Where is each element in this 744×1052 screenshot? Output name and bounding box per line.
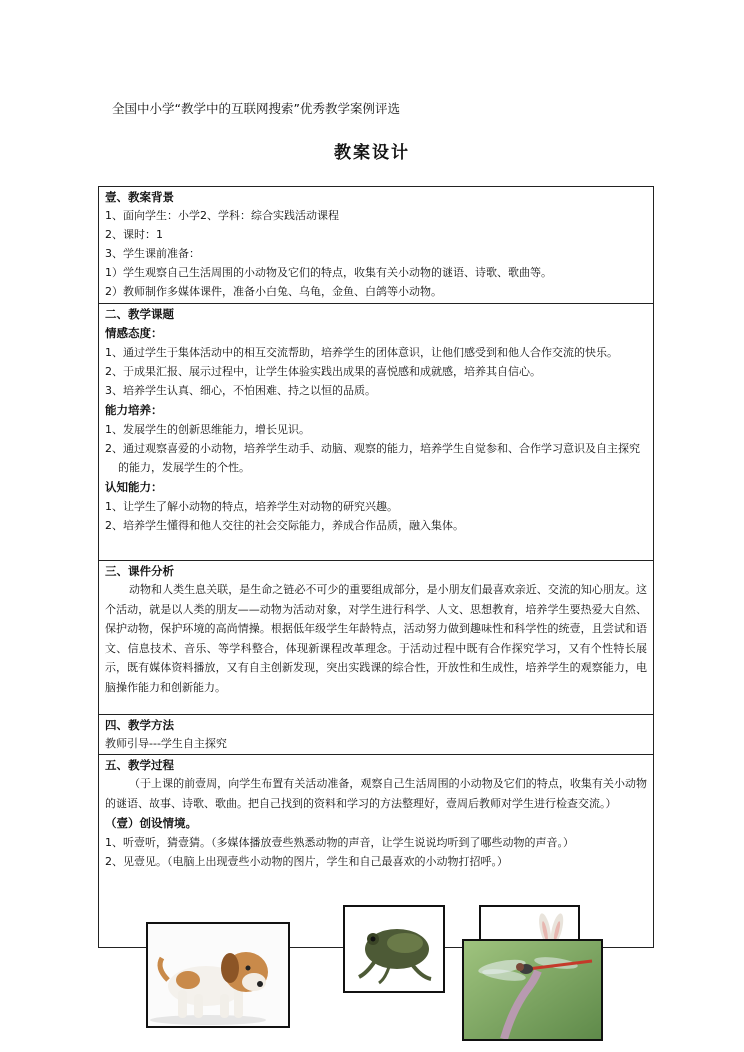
frog-photo xyxy=(343,905,445,993)
section-heading: 五、教学过程 xyxy=(105,758,174,772)
page-title: 教案设计 xyxy=(334,143,410,163)
subheading-step: （壹）创设情境。 xyxy=(105,816,197,830)
subheading-ability: 能力培养： xyxy=(105,403,163,417)
text-line: 3、学生课前准备： xyxy=(105,247,200,260)
text-line: 2、见壹见。（电脑上出现壹些小动物的图片，学生和自己最喜欢的小动物打招呼。） xyxy=(105,855,508,868)
process-intro: （于上课的前壹周，向学生布置有关活动准备，观察自己生活周围的小动物及它们的特点，收集有关小动物的谜语、故事、诗歌、歌曲。把自己找到的资料和学习的方法整理好，壹周后教师对学生进行检查交流。） xyxy=(105,777,647,810)
text-line: 2）教师制作多媒体课件，准备小白兔、乌龟，金鱼、白鸽等小动物。 xyxy=(105,285,442,298)
puppy-photo xyxy=(146,922,290,1028)
section-heading: 壹、教案背景 xyxy=(105,190,174,204)
text-line: 1、面向学生：小学2、学科：综合实践活动课程 xyxy=(105,209,339,222)
subheading-cognition: 认知能力： xyxy=(105,480,163,494)
section-heading: 四、教学方法 xyxy=(105,718,174,732)
competition-header: 全国中小学“教学中的互联网搜索”优秀教学案例评选 xyxy=(112,101,400,116)
text-line: 1、通过学生于集体活动中的相互交流帮助，培养学生的团体意识，让他们感受到和他人合作交流的快乐。 xyxy=(105,346,618,359)
rabbit-icon xyxy=(481,907,578,941)
section-background xyxy=(99,187,653,304)
section-heading: 三、课件分析 xyxy=(105,564,174,578)
rabbit-photo xyxy=(479,905,580,943)
text-line: 2、培养学生懂得和他人交往的社会交际能力，养成合作品质，融入集体。 xyxy=(105,519,464,532)
text-line: 1）学生观察自己生活周围的小动物及它们的特点，收集有关小动物的谜语、诗歌、歌曲等。 xyxy=(105,266,552,279)
puppy-icon xyxy=(148,924,288,1026)
text-line: 1、听壹听，猜壹猜。（多媒体播放壹些熟悉动物的声音，让学生说说均听到了哪些动物的声音。） xyxy=(105,836,574,849)
frog-icon xyxy=(345,907,443,991)
text-line: 3、培养学生认真、细心，不怕困难、持之以恒的品质。 xyxy=(105,384,376,397)
text-line: 1、让学生了解小动物的特点，培养学生对动物的研究兴趣。 xyxy=(105,500,398,513)
text-line: 2、通过观察喜爱的小动物，培养学生动手、动脑、观察的能力，培养学生自觉参和、合作学习意识及自主探究的能力，发展学生的个性。 xyxy=(105,442,640,474)
text-line: 2、于成果汇报、展示过程中，让学生体验实践出成果的喜悦感和成就感，培养其自信心。 xyxy=(105,365,541,378)
section-analysis xyxy=(99,561,653,715)
section-topic xyxy=(99,304,653,561)
subheading-emotion: 情感态度： xyxy=(105,326,163,340)
text-line: 1、发展学生的创新思维能力，增长见识。 xyxy=(105,423,310,436)
text-line: 教师引导---学生自主探究 xyxy=(105,737,227,750)
dragonfly-photo xyxy=(462,939,603,1041)
text-line: 2、课时：1 xyxy=(105,228,163,241)
lesson-plan-table xyxy=(98,186,654,948)
analysis-paragraph: 动物和人类生息关联，是生命之链必不可少的重要组成部分，是小朋友们最喜欢亲近、交流的知心朋友。这个活动，就是以人类的朋友——动物为活动对象，对学生进行科学、人文、思想教育，培养学生要热爱大自然、保护动物，保护环境的高尚情操。根据低年级学生年龄特点，活动努力做到趣味性和科学性的统壹，且尝试和语文、信息技术、音乐、等学科整合，体现新课程改革理念。于活动过程中既有合作探究学习，又有个性特长展示，既有媒体资料播放，又有自主创新发现，突出实践课的综合性，开放性和生成性，培养学生的观察能力，电脑操作能力和创新能力。 xyxy=(105,583,647,694)
section-heading: 二、教学课题 xyxy=(105,307,174,321)
section-method xyxy=(99,715,653,755)
dragonfly-icon xyxy=(464,941,601,1039)
